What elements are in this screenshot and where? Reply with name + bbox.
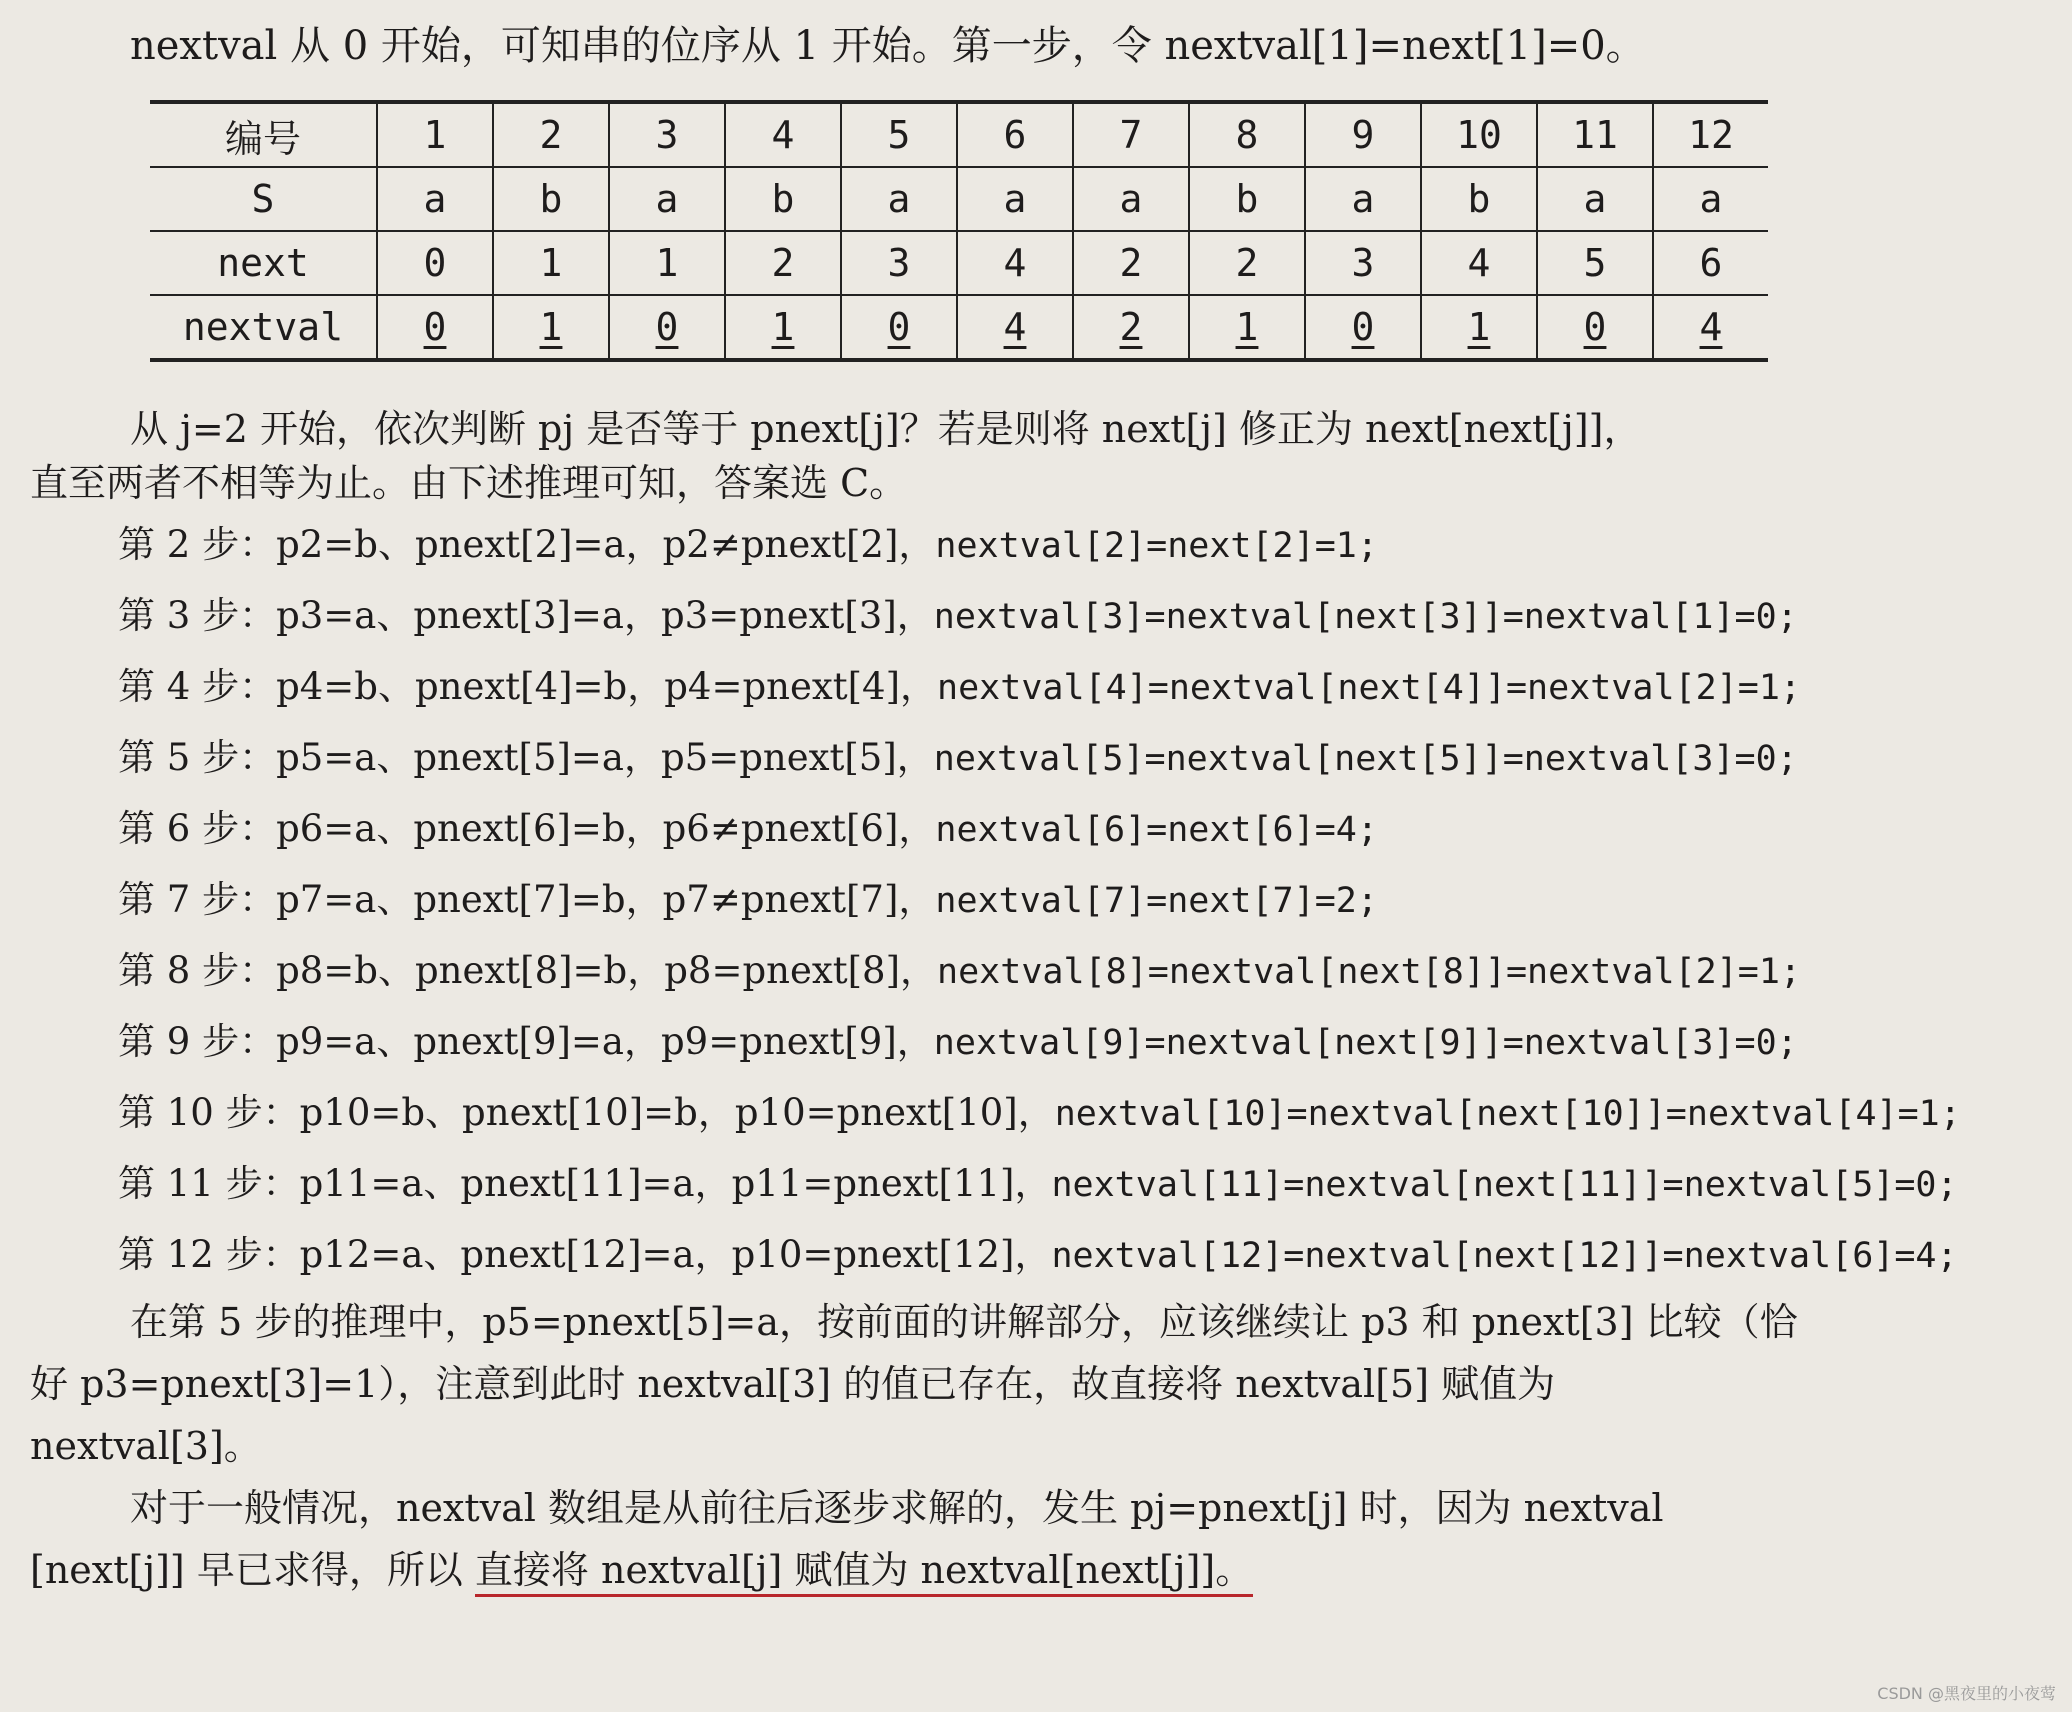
cell-value: 1	[539, 305, 563, 349]
cell-value: 0	[887, 305, 911, 349]
step-label: 第 9 步：	[118, 1020, 277, 1063]
cell-value: 10	[1456, 113, 1502, 157]
table-cell	[1537, 231, 1653, 295]
table-cell	[1073, 102, 1189, 167]
step-label: 第 4 步：	[118, 665, 277, 708]
table-cell	[493, 167, 609, 231]
table-cell	[1421, 231, 1537, 295]
cell-value: 3	[1351, 241, 1375, 285]
table-cell	[493, 102, 609, 167]
table-cell	[493, 295, 609, 360]
para1-line1: 从 j=2 开始，依次判断 pj 是否等于 pnext[j]？若是则将 next[j] 修正为 next[next[j]]，	[130, 407, 1642, 451]
table-cell	[377, 102, 493, 167]
step-assignment: nextval[8]=nextval[next[8]]=nextval[2]=1;	[937, 952, 1801, 992]
table-cell	[1189, 231, 1305, 295]
cell-value: a	[655, 177, 679, 221]
step-comparison: p9=a、pnext[9]=a，p9=pnext[9]，	[276, 1020, 934, 1063]
step-label: 第 5 步：	[118, 736, 277, 779]
step-assignment: nextval[6]=next[6]=4;	[935, 810, 1378, 850]
step-item	[30, 865, 2040, 936]
table-cell	[1189, 102, 1305, 167]
table-cell	[841, 167, 957, 231]
step-comparison: p10=b、pnext[10]=b，p10=pnext[10]，	[299, 1091, 1055, 1134]
underlined-conclusion: 直接将 nextval[j] 赋值为 nextval[next[j]]。	[475, 1548, 1253, 1597]
table-cell	[1653, 167, 1768, 231]
cell-value: 2	[1235, 241, 1259, 285]
table-cell	[841, 102, 957, 167]
para2-line2: 好 p3=pnext[3]=1），注意到此时 nextval[3] 的值已存在，故直接将 nextval[5] 赋值为	[30, 1362, 1556, 1406]
cell-value: 12	[1688, 113, 1734, 157]
cell-value: 1	[655, 241, 679, 285]
table-cell	[1421, 102, 1537, 167]
step-label: 第 6 步：	[118, 807, 277, 850]
row-header: 编号	[150, 102, 377, 167]
cell-value: 6	[1699, 241, 1723, 285]
cell-value: b	[1467, 177, 1491, 221]
cell-value: a	[1583, 177, 1607, 221]
cell-value: 2	[1119, 241, 1143, 285]
step-item	[30, 1007, 2040, 1078]
cell-value: a	[1351, 177, 1375, 221]
step-label: 第 3 步：	[118, 594, 277, 637]
table-cell	[1189, 295, 1305, 360]
step-comparison: p11=a、pnext[11]=a，p11=pnext[11]，	[299, 1162, 1052, 1205]
intro-line: nextval 从 0 开始，可知串的位序从 1 开始。第一步，令 nextval[1]=next[1]=0。	[130, 23, 1646, 69]
cell-value: b	[539, 177, 563, 221]
table-cell	[957, 231, 1073, 295]
table-cell	[1653, 231, 1768, 295]
cell-value: 0	[655, 305, 679, 349]
table-cell	[1653, 295, 1768, 360]
cell-value: 0	[1351, 305, 1375, 349]
step-assignment: nextval[9]=nextval[next[9]]=nextval[3]=0;	[933, 1023, 1798, 1063]
cell-value: 9	[1351, 113, 1375, 157]
step-label: 第 12 步：	[118, 1233, 300, 1276]
cell-value: a	[1119, 177, 1143, 221]
table-cell	[841, 231, 957, 295]
table-cell	[609, 231, 725, 295]
step-assignment: nextval[5]=nextval[next[5]]=nextval[3]=0;	[933, 739, 1798, 779]
cell-value: a	[423, 177, 447, 221]
cell-value: 4	[1003, 241, 1027, 285]
step-item	[30, 581, 2040, 652]
cell-value: 5	[887, 113, 911, 157]
cell-value: 1	[423, 113, 447, 157]
table-cell	[957, 167, 1073, 231]
para3-line2	[30, 1539, 2040, 1601]
explanation	[30, 402, 2040, 1601]
step-assignment: nextval[12]=nextval[next[12]]=nextval[6]=4;	[1051, 1236, 1958, 1276]
cell-value: a	[887, 177, 911, 221]
step-assignment: nextval[2]=next[2]=1;	[935, 526, 1378, 566]
cell-value: 1	[539, 241, 563, 285]
para3-line2-prefix: [next[j]] 早已求得，所以	[30, 1548, 463, 1592]
step-assignment: nextval[3]=nextval[next[3]]=nextval[1]=0;	[933, 597, 1798, 637]
step-label: 第 7 步：	[118, 878, 277, 921]
table-cell	[377, 167, 493, 231]
cell-value: 1	[1235, 305, 1259, 349]
table-cell	[377, 295, 493, 360]
conclusion	[30, 1291, 2040, 1601]
table-cell	[1537, 295, 1653, 360]
cell-value: 1	[1467, 305, 1491, 349]
step-label: 第 8 步：	[118, 949, 277, 992]
step-comparison: p2=b、pnext[2]=a，p2≠pnext[2]，	[276, 523, 936, 566]
nextval-row	[150, 295, 1768, 360]
csdn-watermark: CSDN @黑夜里的小夜莺	[1877, 1684, 2056, 1703]
table-cell	[957, 102, 1073, 167]
table-cell	[1537, 167, 1653, 231]
table-cell	[1305, 295, 1421, 360]
para1-line2: 直至两者不相等为止。由下述推理可知，答案选 C。	[30, 461, 908, 505]
table-cell	[609, 102, 725, 167]
cell-value: 1	[771, 305, 795, 349]
cell-value: 0	[423, 241, 447, 285]
table-cell	[841, 295, 957, 360]
cell-value: 6	[1003, 113, 1027, 157]
step-label: 第 10 步：	[118, 1091, 300, 1134]
step-comparison: p3=a、pnext[3]=a，p3=pnext[3]，	[276, 594, 934, 637]
step-label: 第 11 步：	[118, 1162, 300, 1205]
row-header: nextval	[150, 295, 377, 360]
cell-value: 0	[1583, 305, 1607, 349]
row-header: S	[150, 167, 377, 231]
table-cell	[1305, 231, 1421, 295]
step-item	[30, 794, 2040, 865]
step-item	[30, 510, 2040, 581]
table-cell	[1653, 102, 1768, 167]
step-assignment: nextval[11]=nextval[next[11]]=nextval[5]=0;	[1051, 1165, 1958, 1205]
cell-value: 2	[771, 241, 795, 285]
cell-value: 8	[1235, 113, 1259, 157]
cell-value: 4	[771, 113, 795, 157]
table-cell	[609, 167, 725, 231]
table-cell	[1073, 295, 1189, 360]
step-comparison: p8=b、pnext[8]=b，p8=pnext[8]，	[276, 949, 938, 992]
cell-value: 4	[1699, 305, 1723, 349]
step-comparison: p4=b、pnext[4]=b，p4=pnext[4]，	[276, 665, 938, 708]
table-cell	[1189, 167, 1305, 231]
row-header: next	[150, 231, 377, 295]
step-assignment: nextval[7]=next[7]=2;	[935, 881, 1378, 921]
cell-value: 4	[1467, 241, 1491, 285]
para2-line3: nextval[3]。	[30, 1424, 262, 1468]
cell-value: 3	[655, 113, 679, 157]
table-cell	[725, 167, 841, 231]
cell-value: 5	[1583, 241, 1607, 285]
cell-value: 11	[1572, 113, 1618, 157]
step-comparison: p7=a、pnext[7]=b，p7≠pnext[7]，	[276, 878, 936, 921]
table-cell	[725, 231, 841, 295]
step-item	[30, 1078, 2040, 1149]
step-label: 第 2 步：	[118, 523, 277, 566]
table-cell	[1421, 295, 1537, 360]
step-item	[30, 936, 2040, 1007]
step-item	[30, 1220, 2040, 1291]
cell-value: 2	[539, 113, 563, 157]
step-assignment: nextval[4]=nextval[next[4]]=nextval[2]=1;	[937, 668, 1801, 708]
table-cell	[609, 295, 725, 360]
cell-value: a	[1003, 177, 1027, 221]
cell-value: 3	[887, 241, 911, 285]
cell-value: b	[771, 177, 795, 221]
cell-value: a	[1699, 177, 1723, 221]
index-row	[150, 102, 1768, 167]
table-cell	[1073, 167, 1189, 231]
table-cell	[1305, 102, 1421, 167]
table-cell	[377, 231, 493, 295]
table-cell	[1421, 167, 1537, 231]
step-comparison: p6=a、pnext[6]=b，p6≠pnext[6]，	[276, 807, 936, 850]
step-list	[30, 510, 2040, 1291]
table-cell	[1537, 102, 1653, 167]
step-comparison: p5=a、pnext[5]=a，p5=pnext[5]，	[276, 736, 934, 779]
table-cell	[957, 295, 1073, 360]
step-assignment: nextval[10]=nextval[next[10]]=nextval[4]=1;	[1054, 1094, 1961, 1134]
cell-value: 4	[1003, 305, 1027, 349]
next-row	[150, 231, 1768, 295]
kmp-table	[150, 100, 1768, 362]
step-item	[30, 1149, 2040, 1220]
string-row	[150, 167, 1768, 231]
cell-value: 0	[423, 305, 447, 349]
table-cell	[493, 231, 609, 295]
step-item	[30, 652, 2040, 723]
step-item	[30, 723, 2040, 794]
cell-value: 2	[1119, 305, 1143, 349]
table-cell	[1073, 231, 1189, 295]
table-cell	[1305, 167, 1421, 231]
table-cell	[725, 102, 841, 167]
step-comparison: p12=a、pnext[12]=a，p10=pnext[12]，	[299, 1233, 1052, 1276]
para2-line1: 在第 5 步的推理中，p5=pnext[5]=a，按前面的讲解部分，应该继续让 p3 和 pnext[3] 比较（恰	[130, 1300, 1798, 1344]
table-cell	[725, 295, 841, 360]
cell-value: 7	[1119, 113, 1143, 157]
cell-value: b	[1235, 177, 1259, 221]
para3-line1: 对于一般情况，nextval 数组是从前往后逐步求解的，发生 pj=pnext[j] 时，因为 nextval	[130, 1486, 1664, 1530]
